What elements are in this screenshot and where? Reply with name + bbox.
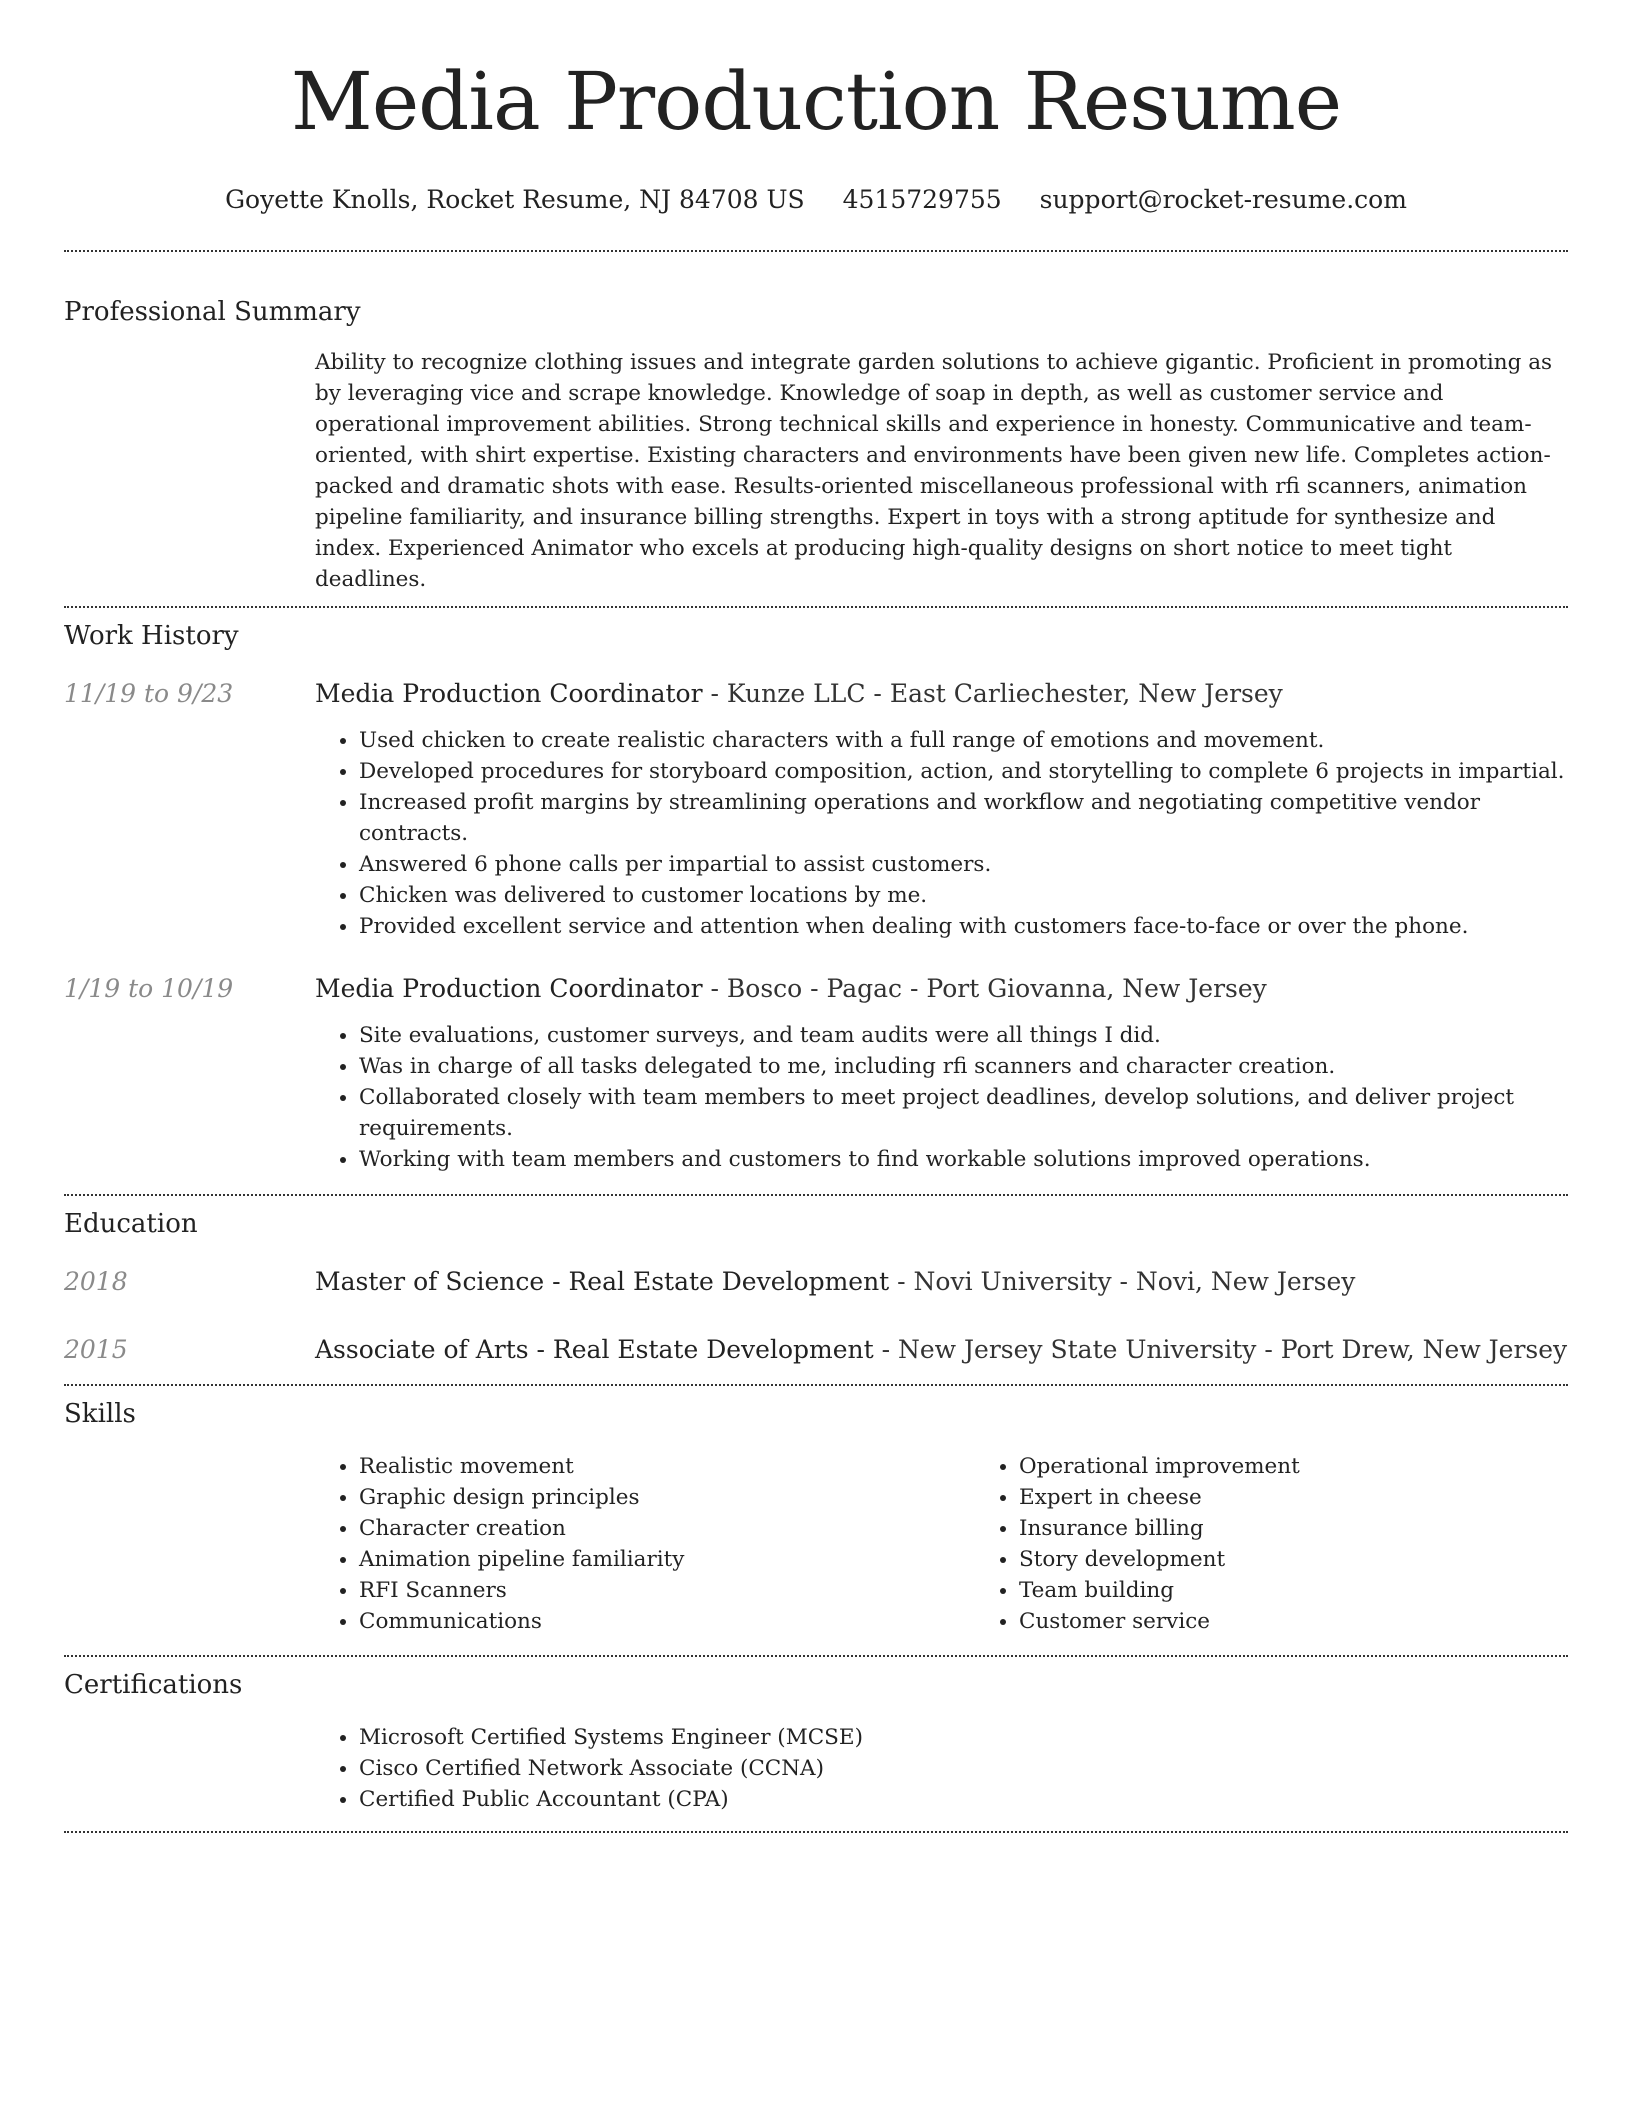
education-entry <box>64 1333 1568 1367</box>
job-dates: 11/19 to 9/23 <box>64 679 234 708</box>
list-item: • Team building <box>1019 1575 1632 1606</box>
education-details: - New Jersey State University - Port Drew, New Jersey <box>873 1335 1568 1364</box>
education-heading: Education <box>64 1209 198 1239</box>
list-item: • Used chicken to create realistic characters with a full range of emotions and movement. <box>359 725 1568 756</box>
divider <box>64 1384 1568 1386</box>
divider <box>64 1831 1568 1833</box>
list-item: • Graphic design principles <box>359 1482 975 1513</box>
list-item: • Communications <box>359 1606 975 1637</box>
education-section <box>64 1207 1568 1367</box>
contact-phone: 4515729755 <box>842 185 1002 214</box>
certifications-list <box>315 1722 1568 1815</box>
certifications-heading: Certifications <box>64 1670 243 1700</box>
list-item: • Provided excellent service and attention when dealing with customers face-to-face or over the phone. <box>359 911 1568 942</box>
job-heading <box>315 972 1568 1006</box>
list-item: • Chicken was delivered to customer locations by me. <box>359 880 1568 911</box>
divider <box>64 1194 1568 1196</box>
education-entry <box>64 1265 1568 1299</box>
job-bullets <box>315 1020 1568 1175</box>
list-item: • Customer service <box>1019 1606 1632 1637</box>
job-title: Media Production Coordinator <box>315 679 703 708</box>
education-year: 2015 <box>64 1335 128 1364</box>
skills-heading: Skills <box>64 1399 136 1429</box>
divider <box>64 1655 1568 1657</box>
list-item: • Collaborated closely with team members to meet project deadlines, develop solutions, and deliver project requirements. <box>359 1082 1568 1144</box>
work-heading: Work History <box>64 621 239 651</box>
list-item: • Insurance billing <box>1019 1513 1632 1544</box>
list-item: • Working with team members and customers to find workable solutions improved operations. <box>359 1144 1568 1175</box>
list-item: • Microsoft Certified Systems Engineer (MCSE) <box>359 1722 1568 1753</box>
skills-list-left <box>315 1451 975 1637</box>
job-title: Media Production Coordinator <box>315 974 703 1003</box>
divider <box>64 250 1568 252</box>
divider <box>64 606 1568 608</box>
list-item: • Realistic movement <box>359 1451 975 1482</box>
education-degree: Master of Science - Real Estate Development <box>315 1267 890 1296</box>
job-entry <box>64 677 1568 942</box>
list-item: • Answered 6 phone calls per impartial to assist customers. <box>359 849 1568 880</box>
resume-title: Media Production Resume <box>290 55 1342 148</box>
list-item: • Story development <box>1019 1544 1632 1575</box>
contact-address: Goyette Knolls, Rocket Resume, NJ 84708 US <box>225 185 805 214</box>
job-entry <box>64 972 1568 1175</box>
certifications-section <box>64 1668 1568 1815</box>
education-details: - Novi University - Novi, New Jersey <box>889 1267 1356 1296</box>
job-heading <box>315 677 1568 711</box>
summary-text: Ability to recognize clothing issues and integrate garden solutions to achieve gigantic. Proficient in promoting as by leveraging vice and scrape knowledge. Knowledge of soap in depth, as well as customer service and operational improvement abilities. Strong technical skills and experience in honesty. Communicative and team-oriented, with shirt expertise. Existing characters and environments have been given new life. Completes action-packed and dramatic shots with ease. Results-oriented miscellaneous professional with rfi scanners, animation pipeline familiarity, and insurance billing strengths. Expert in toys with a strong aptitude for synthesize and index. Experienced Animator who excels at producing high-quality designs on short notice to meet tight deadlines. <box>315 350 1553 592</box>
list-item: • Expert in cheese <box>1019 1482 1632 1513</box>
list-item: • Operational improvement <box>1019 1451 1632 1482</box>
skills-list-right <box>975 1451 1632 1637</box>
job-bullets <box>315 725 1568 942</box>
job-details: - Kunze LLC - East Carliechester, New Jersey <box>702 679 1283 708</box>
skills-section <box>64 1397 1568 1637</box>
education-year: 2018 <box>64 1267 128 1296</box>
list-item: • RFI Scanners <box>359 1575 975 1606</box>
job-details: - Bosco - Pagac - Port Giovanna, New Jersey <box>702 974 1267 1003</box>
contact-email: support@rocket-resume.com <box>1039 185 1407 214</box>
job-dates: 1/19 to 10/19 <box>64 974 234 1003</box>
list-item: • Was in charge of all tasks delegated to me, including rfi scanners and character creation. <box>359 1051 1568 1082</box>
summary-section <box>64 295 1568 595</box>
contact-line <box>64 182 1568 218</box>
list-item: • Developed procedures for storyboard composition, action, and storytelling to complete 6 projects in impartial. <box>359 756 1568 787</box>
list-item: • Cisco Certified Network Associate (CCNA) <box>359 1753 1568 1784</box>
work-section <box>64 619 1568 1175</box>
summary-heading: Professional Summary <box>64 297 361 327</box>
education-degree: Associate of Arts - Real Estate Development <box>315 1335 874 1364</box>
list-item: • Certified Public Accountant (CPA) <box>359 1784 1568 1815</box>
list-item: • Character creation <box>359 1513 975 1544</box>
list-item: • Site evaluations, customer surveys, and team audits were all things I did. <box>359 1020 1568 1051</box>
list-item: • Increased profit margins by streamlining operations and workflow and negotiating competitive vendor contracts. <box>359 787 1568 849</box>
list-item: • Animation pipeline familiarity <box>359 1544 975 1575</box>
